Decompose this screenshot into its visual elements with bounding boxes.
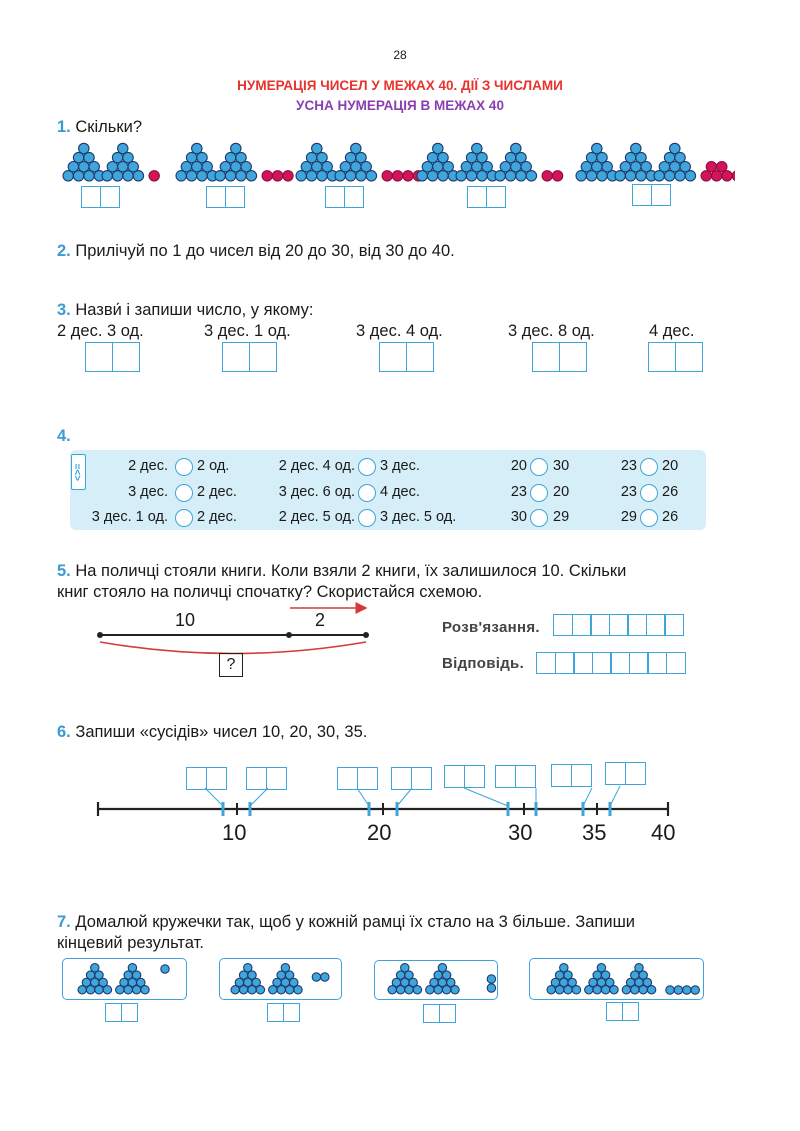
- ten-triangle: [426, 964, 460, 994]
- compare-sign-circle[interactable]: [175, 458, 193, 476]
- ten-triangle: [547, 964, 581, 994]
- frame-beads-4: [547, 964, 699, 995]
- one-bead: [706, 162, 716, 172]
- ten-triangle: [495, 143, 537, 181]
- task-1-answer-box-4[interactable]: [467, 186, 506, 208]
- one-bead: [487, 975, 495, 983]
- ten-triangle: [585, 964, 619, 994]
- question-box: ?: [219, 653, 243, 677]
- compare-sign-circle[interactable]: [530, 509, 548, 527]
- ten-bead: [433, 143, 443, 153]
- task-5-number: 5.: [57, 562, 71, 580]
- task-6-heading: [57, 722, 367, 743]
- comparison-signs-text: <>=: [73, 463, 84, 481]
- one-bead: [321, 973, 329, 981]
- ten-bead: [597, 964, 605, 972]
- task-7-line-1: Домалюй кружечки так, щоб у кожній рамці їх стало на 3 більше. Запиши: [75, 913, 636, 931]
- ten-bead: [128, 964, 136, 972]
- ten-triangle: [116, 964, 150, 994]
- compare-left-value: 3 дес.: [128, 484, 168, 500]
- segment-point-mid: [286, 632, 292, 638]
- compare-sign-circle[interactable]: [530, 484, 548, 502]
- ten-bead: [312, 143, 322, 153]
- page-title: НУМЕРАЦІЯ ЧИСЕЛ У МЕЖАХ 40. ДІЇ З ЧИСЛАМИ: [237, 78, 563, 93]
- one-bead: [691, 986, 699, 994]
- compare-right-value: 4 дес.: [380, 484, 420, 500]
- ten-bead: [631, 143, 641, 153]
- task-7-number: 7.: [57, 913, 71, 931]
- segment-label-10: 10: [175, 610, 196, 630]
- frame-beads-1: [78, 964, 169, 994]
- ten-bead: [118, 143, 128, 153]
- compare-right-value: 2 дес.: [197, 484, 237, 500]
- compare-right-value: 20: [662, 458, 679, 474]
- task-4-number: 4.: [57, 427, 71, 445]
- ten-bead: [635, 964, 643, 972]
- axis-label-30: 30: [508, 820, 533, 845]
- task-6-box-after-10[interactable]: [246, 767, 287, 790]
- compare-left-value: 20: [510, 458, 527, 474]
- compare-left-value: 30: [510, 509, 527, 525]
- task-6-box-after-20[interactable]: [391, 767, 432, 790]
- task-3-number: 3.: [57, 301, 71, 319]
- whole-brace: [100, 642, 366, 654]
- task-4-heading: [57, 426, 71, 447]
- compare-sign-circle[interactable]: [640, 484, 658, 502]
- ten-triangle: [102, 143, 144, 181]
- compare-left-value: 3 дес. 6 од.: [278, 484, 355, 500]
- compare-right-value: 3 дес. 5 од.: [380, 509, 457, 525]
- one-bead: [262, 171, 272, 181]
- task-6-box-before-30[interactable]: [444, 765, 485, 788]
- task-7-text: [57, 912, 757, 954]
- compare-right-value: 26: [662, 484, 679, 500]
- ten-triangle: [296, 143, 338, 181]
- ten-bead: [560, 964, 568, 972]
- compare-left-value: 23: [620, 484, 637, 500]
- compare-left-value: 23: [510, 484, 527, 500]
- axis-label-35: 35: [582, 820, 607, 845]
- one-bead: [382, 171, 392, 181]
- ten-triangle: [388, 964, 422, 994]
- ten-triangle: [269, 964, 303, 994]
- task-1-number: 1.: [57, 118, 71, 136]
- one-bead: [392, 171, 402, 181]
- task-7-line-2: кінцевий результат.: [57, 934, 204, 952]
- comparison-signs-icon: [71, 454, 86, 490]
- task-3-item-2: 3 дес. 1 од.: [204, 322, 291, 340]
- task-3-answer-box-4[interactable]: [532, 342, 587, 372]
- task-5-line-1: На поличці стояли книги. Коли взяли 2 книги, їх залишилося 10. Скільки: [75, 562, 627, 580]
- task-1-answer-box-5[interactable]: [632, 184, 671, 206]
- compare-left-value: 3 дес. 1 од.: [91, 509, 168, 525]
- task-3-item-4: 3 дес. 8 од.: [508, 322, 595, 340]
- task-1-heading: [57, 117, 142, 138]
- compare-sign-circle[interactable]: [530, 458, 548, 476]
- task-6-text: Запиши «сусідів» чисел 10, 20, 30, 35.: [75, 723, 368, 741]
- axis-label-20: 20: [367, 820, 392, 845]
- task-2: [57, 241, 455, 262]
- task-3-answer-box-1[interactable]: [85, 342, 140, 372]
- ten-bead: [281, 964, 289, 972]
- one-bead: [674, 986, 682, 994]
- compare-right-value: 20: [553, 484, 570, 500]
- ten-triangle: [615, 143, 657, 181]
- one-bead: [312, 973, 320, 981]
- one-bead: [666, 986, 674, 994]
- ten-bead: [79, 143, 89, 153]
- page-number: 28: [393, 48, 407, 62]
- task-5-text: [57, 561, 757, 603]
- task-6-box-before-20[interactable]: [337, 767, 378, 790]
- compare-left-value: 23: [620, 458, 637, 474]
- compare-right-value: 2 од.: [197, 458, 230, 474]
- ten-triangle: [335, 143, 377, 181]
- task-3-item-1: 2 дес. 3 од.: [57, 322, 144, 340]
- task-3-heading: [57, 300, 314, 321]
- one-bead: [403, 171, 413, 181]
- compare-right-value: 2 дес.: [197, 509, 237, 525]
- compare-left-value: 2 дес.: [128, 458, 168, 474]
- ten-bead: [438, 964, 446, 972]
- ten-bead: [592, 143, 602, 153]
- task-3-text: Назви́ і запиши число, у якому:: [75, 301, 314, 319]
- ten-triangle: [576, 143, 618, 181]
- task-1-answer-box-2[interactable]: [206, 186, 245, 208]
- task-6-box-after-35[interactable]: [605, 762, 646, 785]
- segment-point-start: [97, 632, 103, 638]
- task-3-answer-box-3[interactable]: [379, 342, 434, 372]
- ten-triangle: [417, 143, 459, 181]
- compare-right-value: 30: [553, 458, 570, 474]
- axis-label-40: 40: [651, 820, 676, 845]
- task-7-answer-box-1[interactable]: [105, 1003, 138, 1022]
- task-6-number: 6.: [57, 723, 71, 741]
- bead-group-1: [63, 143, 159, 181]
- one-bead: [161, 965, 169, 973]
- ten-triangle: [231, 964, 265, 994]
- bead-group-2: [176, 143, 293, 181]
- task-7-answer-box-2[interactable]: [267, 1003, 300, 1022]
- task-2-text: Прилічуй по 1 до чисел від 20 до 30, від 30 до 40.: [75, 242, 455, 260]
- axis-label-10: 10: [222, 820, 247, 845]
- ten-bead: [244, 964, 252, 972]
- compare-sign-circle[interactable]: [640, 509, 658, 527]
- frame-beads-3: [388, 964, 496, 994]
- solution-label: Розв'язання.: [442, 619, 540, 636]
- one-bead: [149, 171, 159, 181]
- section-subtitle: УСНА НУМЕРАЦІЯ В МЕЖАХ 40: [296, 98, 504, 113]
- bead-group-5: [576, 143, 735, 181]
- task-7-answer-box-3[interactable]: [423, 1004, 456, 1023]
- solution-input-boxes[interactable]: [553, 614, 684, 636]
- ten-triangle: [176, 143, 218, 181]
- frame-beads-2: [231, 964, 329, 994]
- one-bead: [552, 171, 562, 181]
- task-1-answer-box-3[interactable]: [325, 186, 364, 208]
- one-bead: [487, 984, 495, 992]
- one-bead: [542, 171, 552, 181]
- task-6-box-before-35[interactable]: [551, 764, 592, 787]
- task-1-bead-groups: [55, 138, 735, 188]
- one-bead: [732, 171, 735, 181]
- task-3-item-3: 3 дес. 4 од.: [356, 322, 443, 340]
- task-7-bead-drawings: [55, 955, 715, 1005]
- ten-bead: [472, 143, 482, 153]
- one-bead: [283, 171, 293, 181]
- task-3-item-5: 4 дес.: [649, 322, 695, 340]
- answer-label: Відповідь.: [442, 655, 525, 672]
- task-3-answer-box-5[interactable]: [648, 342, 703, 372]
- compare-sign-circle[interactable]: [175, 509, 193, 527]
- task-5-line-2: книг стояло на поличці спочатку? Скористайся схемою.: [57, 583, 483, 601]
- compare-left-value: 29: [620, 509, 637, 525]
- bead-group-3: [296, 143, 424, 181]
- task-3-answer-box-2[interactable]: [222, 342, 277, 372]
- ten-bead: [192, 143, 202, 153]
- compare-sign-circle[interactable]: [358, 484, 376, 502]
- bead-group-4: [417, 143, 563, 181]
- ten-triangle: [654, 143, 696, 181]
- ten-bead: [511, 143, 521, 153]
- compare-sign-circle[interactable]: [358, 458, 376, 476]
- task-1-text: Скільки?: [75, 118, 142, 136]
- ten-bead: [351, 143, 361, 153]
- task-1-answer-box-1[interactable]: [81, 186, 120, 208]
- ten-bead: [670, 143, 680, 153]
- ten-triangle: [78, 964, 112, 994]
- compare-right-value: 3 дес.: [380, 458, 420, 474]
- ten-triangle: [622, 964, 656, 994]
- compare-sign-circle[interactable]: [358, 509, 376, 527]
- compare-sign-circle[interactable]: [175, 484, 193, 502]
- ten-bead: [231, 143, 241, 153]
- compare-sign-circle[interactable]: [640, 458, 658, 476]
- compare-right-value: 26: [662, 509, 679, 525]
- task-7-answer-box-4[interactable]: [606, 1002, 639, 1021]
- ten-triangle: [456, 143, 498, 181]
- one-bead: [683, 986, 691, 994]
- task-6-box-after-30[interactable]: [495, 765, 536, 788]
- task-6-box-before-10[interactable]: [186, 767, 227, 790]
- segment-point-end: [363, 632, 369, 638]
- answer-input-boxes[interactable]: [536, 652, 686, 674]
- ten-bead: [91, 964, 99, 972]
- ten-triangle: [63, 143, 105, 181]
- one-bead: [272, 171, 282, 181]
- ten-bead: [401, 964, 409, 972]
- one-bead: [717, 162, 727, 172]
- ten-triangle: [215, 143, 257, 181]
- compare-right-value: 29: [553, 509, 570, 525]
- compare-left-value: 2 дес. 4 од.: [278, 458, 355, 474]
- task-2-number: 2.: [57, 242, 71, 260]
- compare-left-value: 2 дес. 5 од.: [278, 509, 355, 525]
- segment-label-2: 2: [315, 610, 326, 630]
